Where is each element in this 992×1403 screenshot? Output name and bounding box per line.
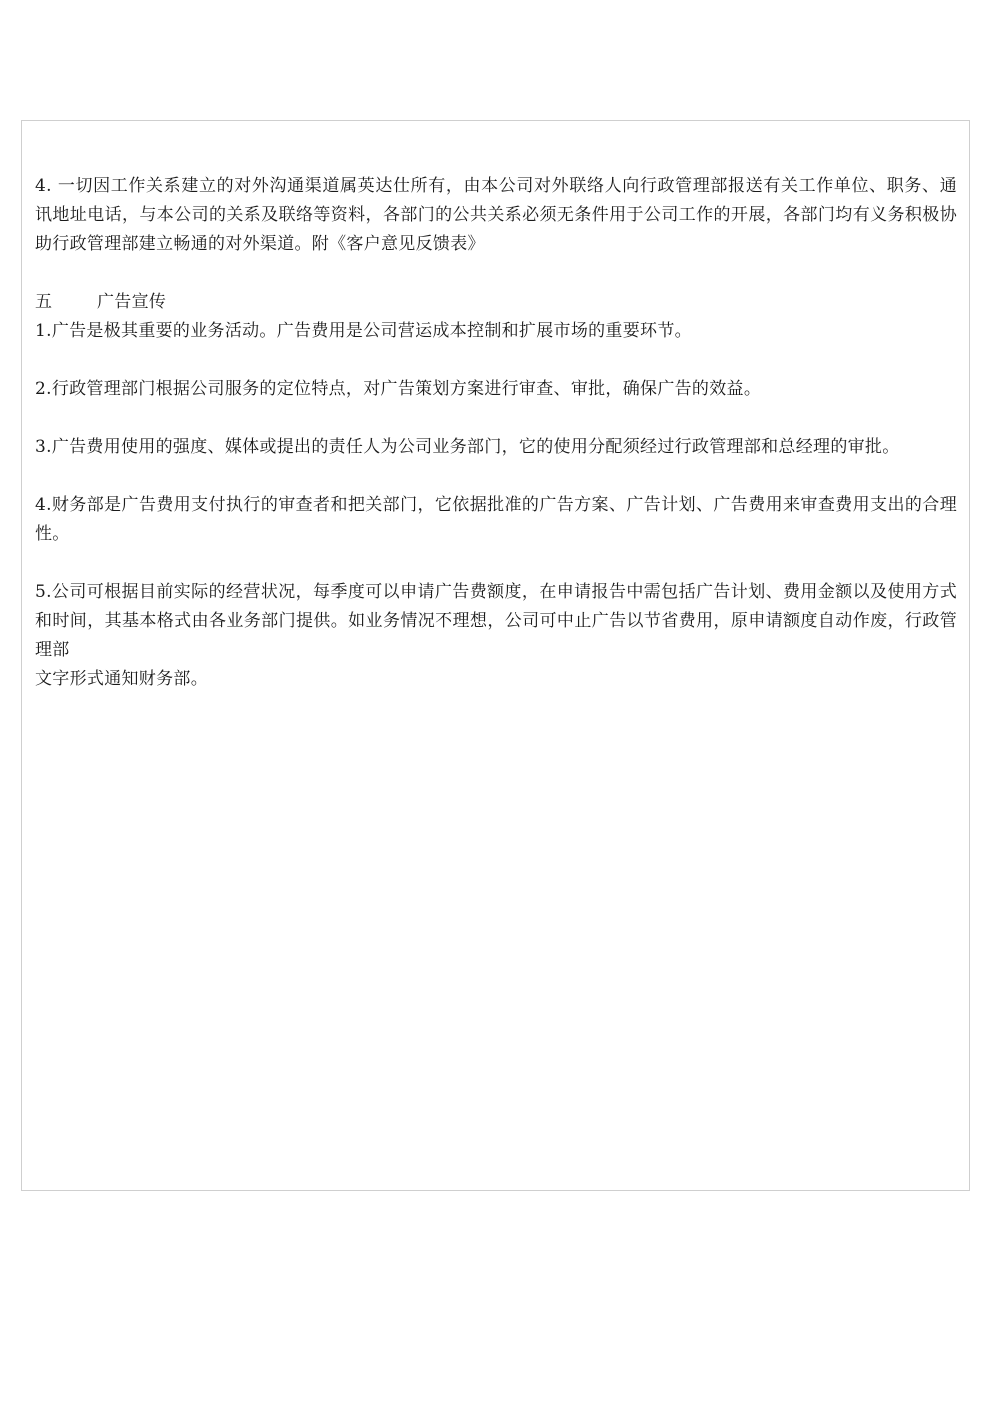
paragraph-4-external-channels: 4. 一切因工作关系建立的对外沟通渠道属英达仕所有，由本公司对外联络人向行政管理部报送有关工作单位、职务、通讯地址电话，与本公司的关系及联络等资料，各部门的公共关系必须无条件用于公司工作的开展，各部门均有义务积极协助行政管理部建立畅通的对外渠道。附《客户意见反馈表》 — [35, 176, 957, 254]
spacer — [35, 549, 957, 578]
ad-item-2: 2.行政管理部门根据公司服务的定位特点，对广告策划方案进行审查、审批，确保广告的效益。 — [35, 379, 762, 399]
section-title: 广告宣传 — [97, 292, 167, 312]
spacer — [35, 404, 957, 433]
ad-item-1: 1.广告是极其重要的业务活动。广告费用是公司营运成本控制和扩展市场的重要环节。 — [35, 321, 692, 341]
ad-item-5: 5.公司可根据目前实际的经营状况，每季度可以申请广告费额度，在申请报告中需包括广告计划、费用金额以及使用方式和时间，其基本格式由各业务部门提供。如业务情况不理想，公司可中止广告以节省费用，原申请额度自动作废，行政管理部 — [35, 582, 957, 660]
ad-item-4: 4.财务部是广告费用支付执行的审查者和把关部门，它依据批准的广告方案、广告计划、广告费用来审查费用支出的合理性。 — [35, 495, 957, 544]
ad-item-3: 3.广告费用使用的强度、媒体或提出的责任人为公司业务部门，它的使用分配须经过行政管理部和总经理的审批。 — [35, 437, 900, 457]
document-body — [35, 172, 957, 694]
section-heading — [35, 288, 957, 317]
section-number: 五 — [35, 292, 53, 312]
spacer — [35, 259, 957, 288]
spacer — [35, 462, 957, 491]
spacer — [35, 346, 957, 375]
trailing-line: 文字形式通知财务部。 — [35, 669, 208, 689]
